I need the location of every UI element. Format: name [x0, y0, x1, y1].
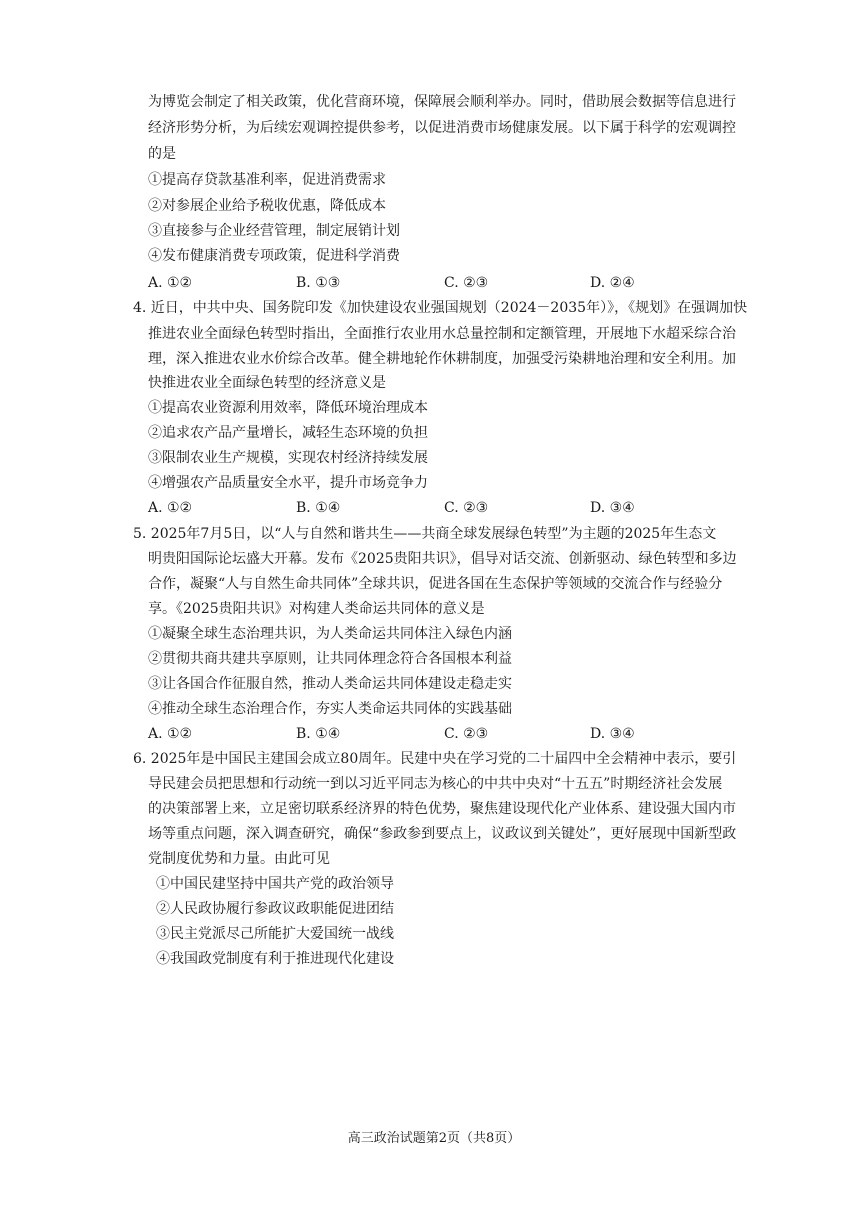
q5-stem-line-3: 合作，凝聚“人与自然生命共同体”全球共识，促进各国在生态保护等领域的交流合作与经验分: [148, 576, 723, 592]
q6-stem-line-1: 6. 2025年是中国民主建国会成立80周年。民建中央在学习党的二十届四中全会精神中表示，要引: [133, 751, 737, 767]
q5-item-1: ①凝聚全球生态治理共识，为人类命运共同体注入绿色内涵: [148, 626, 512, 642]
q6-stem-line-2: 导民建会员把思想和行动统一到以习近平同志为核心的中共中央对“十五五”时期经济社会发展: [148, 776, 723, 792]
q5-item-3: ③让各国合作征服自然，推动人类命运共同体建设走稳走实: [148, 676, 512, 692]
q4-item-1: ①提高农业资源利用效率，降低环境治理成本: [148, 400, 428, 416]
q3-stem-line-2: 经济形势分析，为后续宏观调控提供参考，以促进消费市场健康发展。以下属于科学的宏观调控: [148, 120, 736, 136]
option-a: A. ①②: [148, 726, 193, 742]
q3-item-3: ③直接参与企业经营管理，制定展销计划: [148, 223, 400, 239]
q6-item-2: ②人民政协履行参政议政职能促进团结: [156, 901, 394, 917]
q6-stem-line-5: 党制度优势和力量。由此可见: [148, 851, 330, 867]
page-footer: 高三政治试题第2页（共8页）: [347, 1131, 521, 1146]
q4-item-2: ②追求农产品产量增长，减轻生态环境的负担: [148, 425, 428, 441]
q5-item-4: ④推动全球生态治理合作，夯实人类命运共同体的实践基础: [148, 701, 512, 717]
q5-stem-line-1: 5. 2025年7月5日，以“人与自然和谐共生——共商全球发展绿色转型”为主题的2025年生态文: [133, 526, 717, 542]
q3-item-4: ④发布健康消费专项政策，促进科学消费: [148, 248, 400, 264]
option-b: B. ①③: [296, 275, 341, 291]
option-b: B. ①④: [296, 726, 341, 742]
option-b: B. ①④: [296, 500, 341, 516]
q6-stem-line-4: 场等重点问题，深入调查研究，确保“参政参到要点上，议政议到关键处”，更好展现中国新型政: [148, 826, 737, 842]
q3-item-2: ②对参展企业给予税收优惠，降低成本: [148, 198, 386, 214]
option-c: C. ②③: [444, 275, 489, 291]
option-a: A. ①②: [148, 500, 193, 516]
q5-item-2: ②贯彻共商共建共享原则，让共同体理念符合各国根本利益: [148, 651, 512, 667]
option-d: D. ②④: [590, 275, 635, 291]
q5-stem-line-4: 享。《2025贵阳共识》对构建人类命运共同体的意义是: [148, 601, 485, 617]
option-d: D. ③④: [590, 500, 635, 516]
option-a: A. ①②: [148, 275, 193, 291]
q3-item-1: ①提高存贷款基准利率，促进消费需求: [148, 172, 386, 188]
option-c: C. ②③: [444, 726, 489, 742]
option-c: C. ②③: [444, 500, 489, 516]
q6-item-1: ①中国民建坚持中国共产党的政治领导: [156, 876, 394, 892]
q5-stem-line-2: 明贵阳国际论坛盛大开幕。发布《2025贵阳共识》，倡导对话交流、创新驱动、绿色转型和多边: [148, 551, 737, 567]
q3-stem-line-3: 的是: [148, 146, 176, 162]
q4-item-4: ④增强农产品质量安全水平，提升市场竞争力: [148, 475, 428, 491]
option-d: D. ③④: [590, 726, 635, 742]
q6-item-3: ③民主党派尽己所能扩大爱国统一战线: [156, 926, 394, 942]
q4-item-3: ③限制农业生产规模，实现农村经济持续发展: [148, 450, 428, 466]
q4-stem-line-2: 推进农业全面绿色转型时指出，全面推行农业用水总量控制和定额管理，开展地下水超采综合治: [148, 326, 736, 342]
q6-item-4: ④我国政党制度有利于推进现代化建设: [156, 951, 394, 967]
q4-stem-line-3: 理，深入推进农业水价综合改革。健全耕地轮作休耕制度，加强受污染耕地治理和安全利用。加: [148, 351, 736, 367]
q4-stem-line-1: 4. 近日，中共中央、国务院印发《加快建设农业强国规划（2024－2035年）》，《规划》在强调加快: [133, 300, 748, 316]
q3-stem-line-1: 为博览会制定了相关政策，优化营商环境，保障展会顺利举办。同时，借助展会数据等信息进行: [148, 94, 736, 110]
q4-stem-line-4: 快推进农业全面绿色转型的经济意义是: [148, 375, 386, 391]
q6-stem-line-3: 的决策部署上来，立足密切联系经济界的特色优势，聚焦建设现代化产业体系、建设强大国内市: [148, 801, 736, 817]
